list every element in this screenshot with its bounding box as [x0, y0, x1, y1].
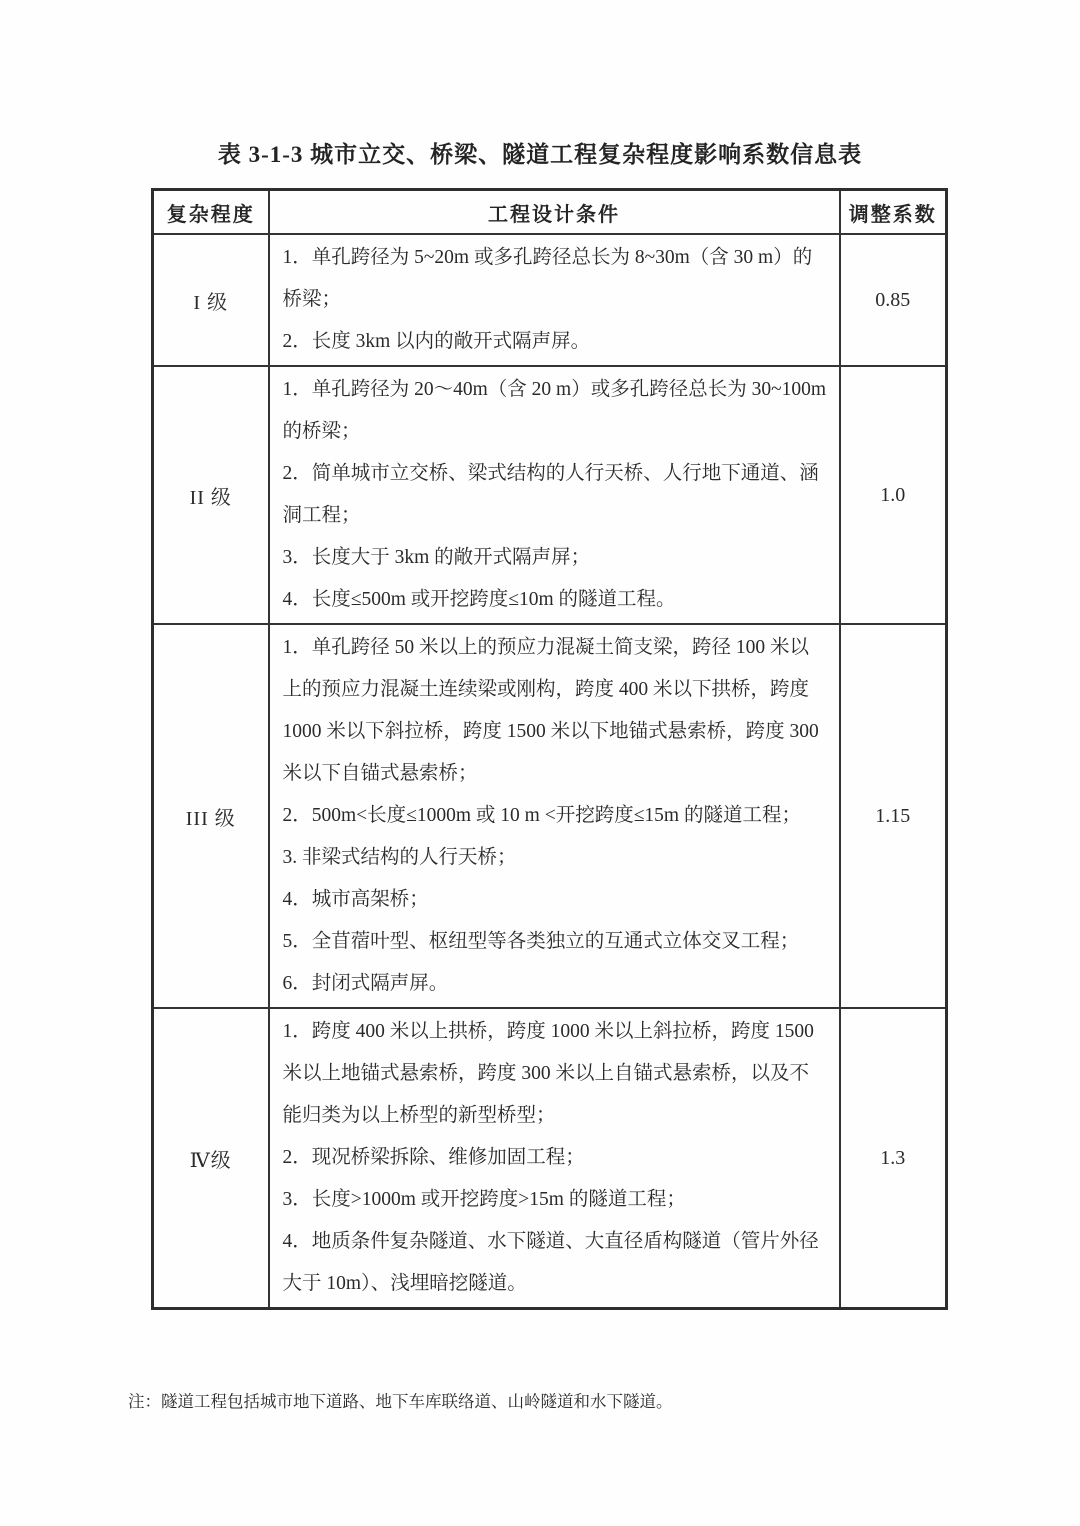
condition-item: 5．全苜蓿叶型、枢纽型等各类独立的互通式立体交叉工程； [282, 931, 800, 952]
table-row-level-2 [153, 366, 947, 624]
table-title: 表 3-1-3 城市立交、桥梁、隧道工程复杂程度影响系数信息表 [217, 142, 863, 167]
condition-item: 2．简单城市立交桥、梁式结构的人行天桥、人行地下通道、涵洞工程； [282, 463, 819, 526]
conditions-cell [269, 366, 840, 624]
conditions-cell [269, 234, 840, 366]
level-cell: III 级 [153, 624, 269, 1008]
level-cell: Ⅳ级 [153, 1008, 269, 1309]
condition-item: 3．长度>1000m 或开挖跨度>15m 的隧道工程； [282, 1189, 686, 1210]
condition-item: 1．跨度 400 米以上拱桥，跨度 1000 米以上斜拉桥，跨度 1500 米以上地锚式悬索桥，跨度 300 米以上自锚式悬索桥，以及不能归类为以上桥型的新型桥型； [282, 1021, 814, 1126]
table-row-level-1 [153, 234, 947, 366]
conditions-cell [269, 624, 840, 1008]
condition-item: 2．现况桥梁拆除、维修加固工程； [282, 1147, 585, 1168]
level-cell: II 级 [153, 366, 269, 624]
condition-item: 3. 非梁式结构的人行天桥； [282, 847, 517, 868]
table-row-level-4 [153, 1008, 947, 1309]
condition-item: 4．长度≤500m 或开挖跨度≤10m 的隧道工程。 [282, 589, 676, 610]
coefficient-cell: 1.15 [840, 624, 947, 1008]
condition-item: 3．长度大于 3km 的敞开式隔声屏； [282, 547, 591, 568]
table-header-row [153, 190, 947, 235]
coefficient-cell: 0.85 [840, 234, 947, 366]
condition-item: 4．地质条件复杂隧道、水下隧道、大直径盾构隧道（管片外径大于 10m）、浅埋暗挖隧道。 [282, 1231, 819, 1294]
condition-item: 6．封闭式隔声屏。 [282, 973, 449, 994]
coefficient-cell: 1.0 [840, 366, 947, 624]
condition-item: 4．城市高架桥； [282, 889, 429, 910]
condition-item: 1．单孔跨径为 20～40m（含 20 m）或多孔跨径总长为 30~100m 的桥梁； [282, 379, 827, 442]
coefficient-cell: 1.3 [840, 1008, 947, 1309]
header-cell-coefficient: 调整系数 [840, 190, 947, 235]
header-cell-conditions: 工程设计条件 [269, 190, 840, 235]
conditions-cell [269, 1008, 840, 1309]
condition-item: 2．500m<长度≤1000m 或 10 m <开挖跨度≤15m 的隧道工程； [282, 805, 801, 826]
condition-item: 1．单孔跨径 50 米以上的预应力混凝土简支梁，跨径 100 米以上的预应力混凝土连续梁或刚构，跨度 400 米以下拱桥，跨度 1000 米以下斜拉桥，跨度 1500 米以下地锚式悬索桥，跨度 300 米以下自锚式悬索桥； [282, 637, 819, 784]
condition-item: 2．长度 3km 以内的敞开式隔声屏。 [282, 331, 591, 352]
level-cell: I 级 [153, 234, 269, 366]
table-row-level-3 [153, 624, 947, 1008]
complexity-table [151, 188, 948, 1310]
complexity-table-container [151, 188, 945, 1310]
footnote: 注：隧道工程包括城市地下道路、地下车库联络道、山岭隧道和水下隧道。 [128, 1392, 673, 1411]
condition-item: 1．单孔跨径为 5~20m 或多孔跨径总长为 8~30m（含 30 m）的桥梁； [282, 247, 813, 310]
header-cell-level: 复杂程度 [153, 190, 269, 235]
